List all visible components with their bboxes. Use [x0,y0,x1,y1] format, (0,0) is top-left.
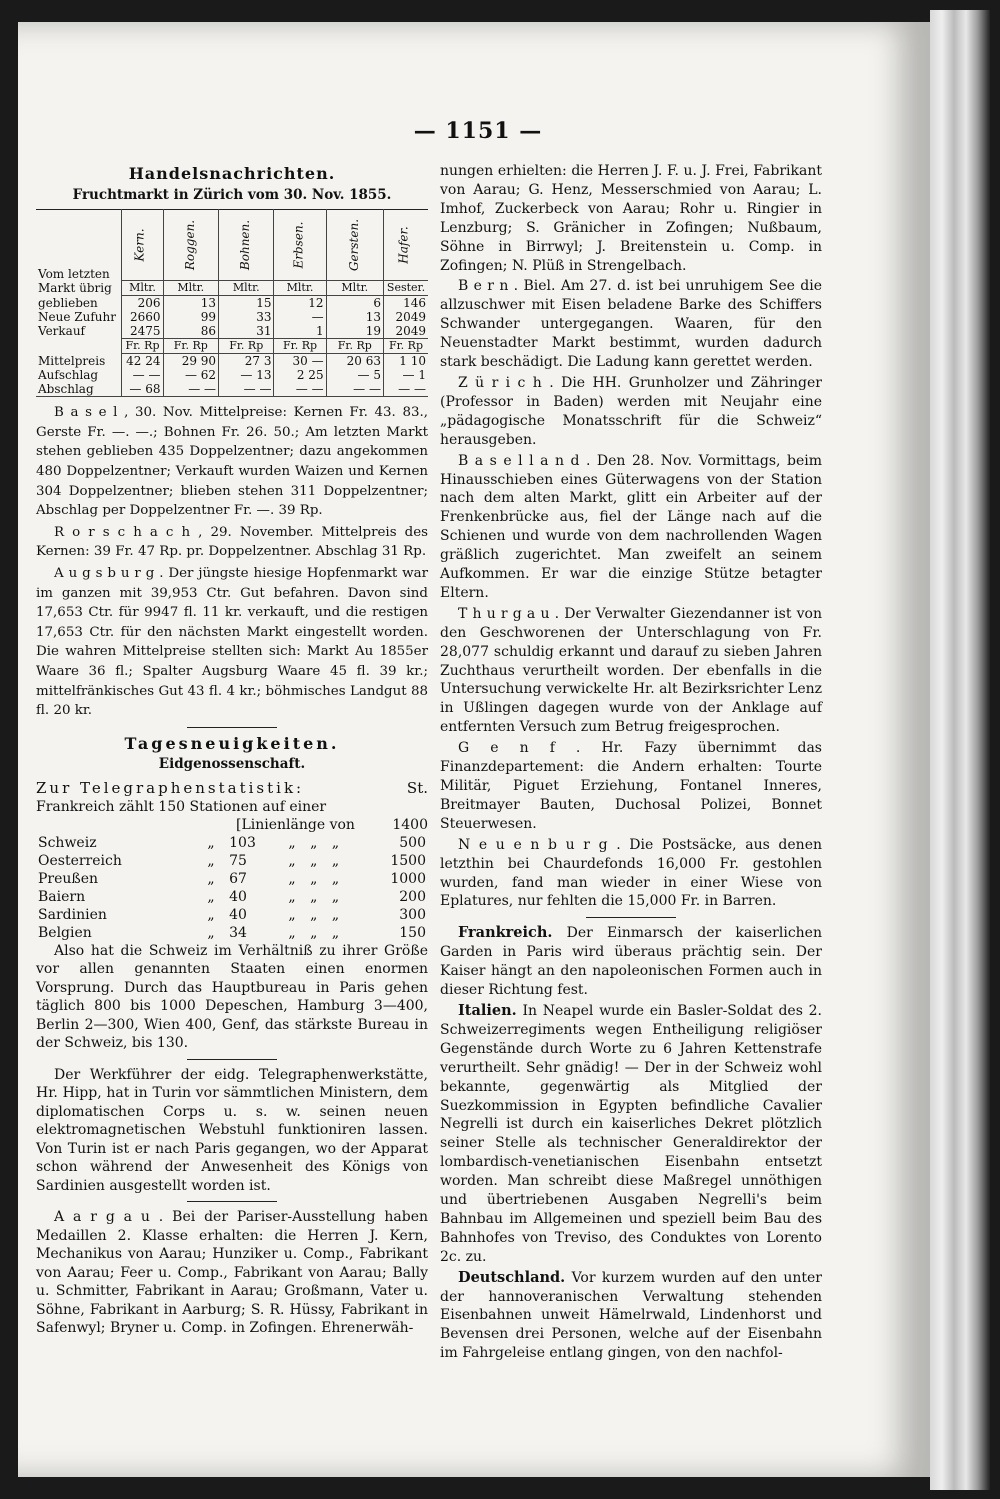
paragraph-augsburg: A u g s b u r g . Der jüngste hiesige Hopfenmarkt war im ganzen mit 39,953 Ctr. Gut befahren. Davon sind 17,653 Ctr. für 9947 fl. 11 kr. verkauft, und die restigen 17,653 Ctr. für den nächsten Markt eingestellt worden. Die wahren Mittelpreise stellten sich: Markt Au 1855er Waare 36 fl.; Spalter Augsburg Waare 45 fl. 39 kr.; mittelfränkisches Gut 43 fl. 4 kr.; böhmisches Landgut 88 fl. 20 kr. [36,565,428,719]
grain-market-table [36,209,428,397]
country-heading: Italien. [458,1001,517,1019]
left-column [36,162,428,1340]
cell: — — [383,382,428,397]
cell: 15 [219,296,274,311]
country: Baiern [38,888,86,905]
ditto: „ [331,870,340,887]
telegraph-heading: Zur Telegraphenstatistik: [36,778,305,797]
cell: — 62 [163,368,219,382]
row-label: Abschlag [38,382,94,397]
news-title: Tagesneuigkeiten. [124,733,340,753]
table-row [36,852,428,870]
cell: 206 [122,296,163,311]
ditto: „ [288,906,296,923]
stations: 40 [229,906,247,923]
ditto: „ [207,852,215,869]
cell: 27 3 [219,354,274,369]
ditto: „ [331,852,340,869]
cell: 31 [219,324,274,339]
paragraph-aargau: A a r g a u . Bei der Pariser-Ausstellung haben Medaillen 2. Klasse erhalten: die Herren J. Kern, Mechanikus von Aarau; Hunziker u. Comp., Fabrikant von Aarau; Feer u. Comp., Fabrikant von Aarau; Bally u. Schmitter, Fabrikant in Aarau; Großmann, Vater u. Söhne, Fabrikant in Aarburg; S. R. Hüssy, Fabrikant in Safenwyl; Bryner u. Comp. in Zofingen. Ehrenerwäh- [36,1209,428,1337]
table-row-header: Vom letzten [38,266,110,281]
cell: — — [326,382,383,397]
length: 1000 [390,870,426,887]
cell: 33 [219,310,274,324]
ditto: „ [207,906,215,923]
ditto: „ [310,870,318,887]
section-title: Handelsnachrichten. [128,164,336,183]
ditto: „ [288,924,296,941]
paragraph-text: Vor kurzem wurden auf den unter der hannoveranischen Verwaltung stehenden Eisenbahnen unweit Hämelrwald, Lindenhorst und Bevensen drei Personen, welche auf der Eisenbahn im Fahrgeleise entlang gingen, von den nachfol- [440,1269,822,1362]
stations: 40 [229,888,247,905]
divider [187,1201,277,1202]
paragraph-deutschland [440,1269,822,1364]
length: 200 [399,888,426,905]
table-row [36,310,428,324]
unit-cell: Fr. Rp [326,339,383,354]
ditto: „ [207,888,215,905]
cell: 99 [163,310,219,324]
length: 500 [399,834,426,851]
cell: 2475 [122,324,163,339]
ditto: „ [310,852,318,869]
telegraph-intro2-value: 1400 [392,816,428,833]
cell: 2049 [383,310,428,324]
unit-cell: Mltr. [219,281,274,296]
country: Oesterreich [38,852,122,869]
cell: 42 24 [122,354,163,369]
paragraph-telegraph: Also hat die Schweiz im Verhältniß zu ihrer Größe vor allen genannten Staaten einen enormen Vorsprung. Durch das Hauptbureau in Paris gehen täglich 800 bis 1000 Depeschen, Hamburg 3—400, Berlin 2—300, Wien 400, Genf, das stärkste Bureau in der Schweiz, bis 130. [36,942,428,1052]
country: Preußen [38,870,99,887]
paragraph-baselland: B a s e l l a n d . Den 28. Nov. Vormittags, beim Hinausschieben eines Güterwagens von der Station nach dem alten Markt, glitt ein Arbeiter auf der Frenkenbrücke aus, fiel der Länge nach auf die Schienen und wurde von dem nachrollenden Wagen gräßlich zugerichtet. Man zweifelt an seinem Aufkommen. Er war die einzige Stütze betagter Eltern. [440,452,822,601]
paragraph-continuation: nungen erhielten: die Herren J. F. u. J. Frei, Fabrikant von Aarau; G. Henz, Messerschmied von Aarau; L. Imhof, Zuckerbeck von Aarau; Rohr u. Ringier in Lenzburg; S. Gränicher in Zofingen; Nußbaum, Söhne in Birrwyl; J. Breitenstein u. Comp. in Zofingen; N. Plüß in Strengelbach. [440,163,822,274]
col-header: Gersten. [346,219,361,272]
ditto: „ [288,870,296,887]
row-label: Neue Zufuhr [38,310,116,325]
news-subtitle: Eidgenossenschaft. [158,756,306,773]
divider [586,917,676,918]
cell: — 1 [383,368,428,382]
row-label: Aufschlag [38,368,99,383]
table-row [36,834,428,852]
cell: 13 [326,310,383,324]
cell: — — [163,382,219,397]
country: Belgien [38,924,92,941]
table-row [36,870,428,888]
unit-cell: Fr. Rp [219,339,274,354]
table-label: Markt übrig [38,281,112,296]
cell: — 5 [326,368,383,382]
unit-cell: Fr. Rp [383,339,428,354]
cell: 86 [163,324,219,339]
paragraph-text: Der Einmarsch der kaiserlichen Garden in Paris wird überaus prächtig sein. Der Kaiser hängt an den napoleonischen Formen auch in dieser Richtung fest. [440,925,822,999]
ditto: „ [207,834,215,851]
ditto: „ [331,888,340,905]
cell: — 13 [219,368,274,382]
table-row [36,888,428,906]
ditto: „ [310,906,318,923]
newspaper-page [18,22,930,1477]
length: 300 [399,906,426,923]
table-row [36,906,428,924]
unit-cell: Fr. Rp [122,339,163,354]
ditto: „ [310,834,318,851]
col-header: Roggen. [182,220,197,271]
unit-cell: Mltr. [122,281,163,296]
ditto: „ [288,888,296,905]
stations: 34 [229,924,247,941]
page-number: — 1151 — [413,118,543,144]
cell: 6 [326,296,383,311]
ditto: „ [331,834,340,851]
cell: — — [122,368,163,382]
country: Schweiz [38,834,97,851]
cell: 1 10 [383,354,428,369]
stations: 67 [229,870,247,887]
paragraph-zuerich: Z ü r i c h . Die HH. Grunholzer und Zähringer (Professor in Baden) werden mit Neujahr eine „pädagogische Monatsschrift für die Schweiz“ herausgeben. [440,374,822,448]
paragraph-thurgau: T h u r g a u . Der Verwalter Giezendanner ist von den Geschworenen der Unterschlagung von Fr. 28,077 schuldig erkannt und darauf zu sieben Jahren Zuchthaus verurtheilt worden. Der ebenfalls in die Untersuchung verwickelte Hr. alt Bezirksrichter Lenz in Ußlingen dagegen wurde von der Anklage auf entfernten Versuch zum Betrug freigesprochen. [440,605,822,736]
paragraph-bern: B e r n . Biel. Am 27. d. ist bei unruhigem See die allzuschwer mit Eisen beladene Barke des Schiffers Schwander untergegangen. Waaren, für den Neuenstadter Markt bestimmt, wurden dadurch stark beschädigt. Die Ladung kann gerettet werden. [440,278,822,371]
table-row [36,368,428,382]
divider [187,1059,277,1060]
cell: 2660 [122,310,163,324]
ditto: „ [288,834,296,851]
unit-cell: Fr. Rp [274,339,326,354]
book-spine [930,10,990,1490]
col-header: Erbsen. [291,221,306,269]
cell: 2049 [383,324,428,339]
paragraph-frankreich [440,924,822,1000]
unit-cell: Mltr. [163,281,219,296]
ditto: „ [331,906,340,923]
market-title: Fruchtmarkt in Zürich vom 30. Nov. 1855. [72,186,392,203]
unit-cell: Mltr. [274,281,326,296]
paragraph-text: In Neapel wurde ein Basler-Soldat des 2. Schweizerregiments wegen Entheiligung religiöser Gegenstände durch Worte zu 6 Jahren Kettenstrafe verurtheilt. Sehr gnädig! — Der in der Schweiz wohl bekannte, gegenwärtig als Mitglied der Suezkommission in Egypten befindliche Cavalier Negrelli ist durch ein kaiserliches Dekret plötzlich seiner Stelle als technischer Generaldirektor der lombardisch-venetianischen Eisenbahn entsetzt worden. Man schreibt diese Maßregel unnöthigen und übertriebenen Ausgaben Negrelli's beim Bahnbau im Allgemeinen und speziell beim Bau des Bahnhofes von Treviso, des Conduktes von Lorento 2c. zu. [440,1002,822,1265]
telegraph-heading-right: St. [406,778,428,797]
country-heading: Deutschland. [458,1268,566,1286]
paragraph-rorschach: R o r s c h a c h , 29. November. Mittelpreis des Kernen: 39 Fr. 47 Rp. pr. Doppelzentner. Abschlag 31 Rp. [36,524,428,560]
table-row [36,924,428,942]
table-row [36,382,428,397]
divider [187,727,277,728]
ditto: „ [288,852,296,869]
cell: 13 [163,296,219,311]
paragraph-neuenburg: N e u e n b u r g . Die Postsäcke, aus denen letzthin bei Chaurdefonds 16,000 Fr. gestohlen wurden, fand man wieder in einer Wiese von Eplatures, nur fehlten die 15,000 Fr. in Barren. [440,836,822,910]
telegraph-intro: Frankreich zählt 150 Stationen auf einer [36,798,327,815]
col-header: Kern. [132,228,147,262]
cell: — 68 [122,382,163,397]
length: 150 [399,924,426,941]
col-header: Hafer. [396,226,411,264]
row-label: Mittelpreis [38,353,106,368]
unit-cell: Fr. Rp [163,339,219,354]
telegraph-table [36,834,428,942]
cell: 19 [326,324,383,339]
cell: 20 63 [326,354,383,369]
row-label: Verkauf [38,324,85,339]
stations: 103 [229,834,256,851]
unit-cell: Sester. [383,281,428,296]
paragraph-hipp: Der Werkführer der eidg. Telegraphenwerkstätte, Hr. Hipp, hat in Turin vor sämmtlichen Ministern, dem diplomatischen Corps u. s. w. seinen neuen elektromagnetischen Webstuhl funktioniren lassen. Von Turin ist er nach Paris gegangen, wo der Apparat schon während der Anwesenheit des Königs von Sardinien ausgestellt worden ist. [36,1066,428,1194]
cell: 1 [274,324,326,339]
row-label: geblieben [38,295,98,310]
cell: 2 25 [274,368,326,382]
unit-cell: Mltr. [326,281,383,296]
table-row [36,324,428,339]
ditto: „ [310,924,318,941]
paragraph-genf: G e n f . Hr. Fazy übernimmt das Finanzdepartement: die Andern erhalten: Tourte Militär, Piguet Erziehung, Fontanel Inneres, Breitmayer Bauten, Duchosal Polizei, Bonnet Steuerwesen. [440,740,822,832]
cell: 30 — [274,354,326,369]
cell: 12 [274,296,326,311]
country-heading: Frankreich. [458,924,553,942]
cell: — — [274,382,326,397]
ditto: „ [310,888,318,905]
col-header: Bohnen. [238,220,253,271]
country: Sardinien [38,906,107,923]
stations: 75 [229,852,247,869]
cell: — — [219,382,274,397]
paragraph-basel: B a s e l , 30. Nov. Mittelpreise: Kernen Fr. 43. 83., Gerste Fr. —. —.; Bohnen Fr. 26. 50.; Am letzten Markt stehen geblieben 435 Doppelzentner; dazu angekommen 480 Doppelzentner; Verkauft wurden Waizen und Kernen 304 Doppelzentner; blieben stehen 311 Doppelzentner; Abschlag per Doppelzentner Fr. —. 39 Rp. [36,405,428,519]
cell: 29 90 [163,354,219,369]
ditto: „ [207,924,215,941]
ditto: „ [207,870,215,887]
right-column [440,162,822,1365]
paragraph-italien [440,1002,822,1267]
ditto: „ [331,924,340,941]
telegraph-intro2: [Linienlänge von [236,816,355,833]
length: 1500 [390,852,426,869]
cell: 146 [383,296,428,311]
table-row [36,296,428,311]
cell: — [274,310,326,324]
table-row [36,354,428,369]
